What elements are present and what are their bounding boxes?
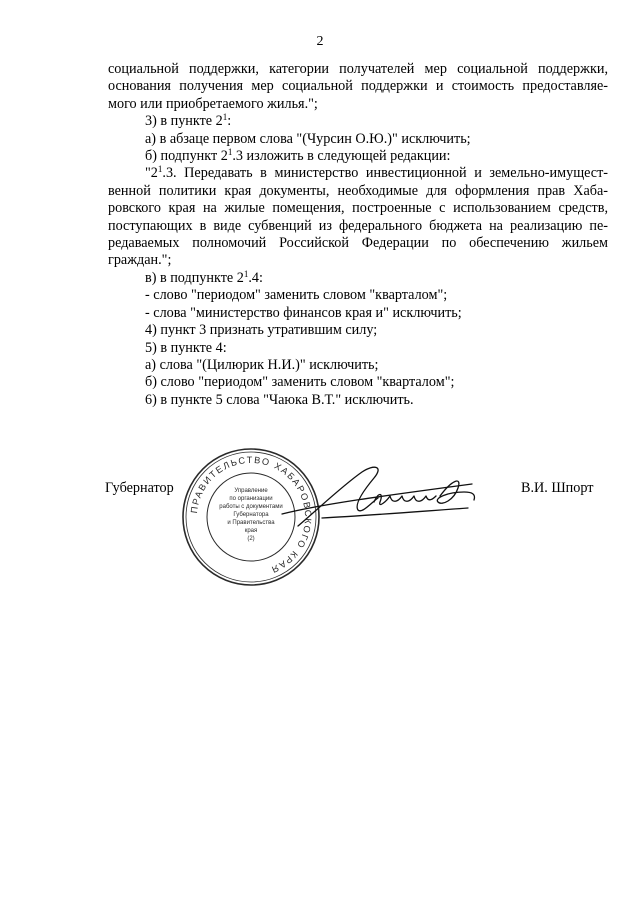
text-line: основания получения мер социальной поддержки и стоимость предоставляе- (108, 78, 608, 95)
text-line: б) слово "периодом" заменить словом "кварталом"; (145, 374, 455, 391)
text-line: - слова "министерство финансов края и" исключить; (145, 304, 462, 321)
text-line: б) подпункт $2^1.3$ изложить в следующей редакции: (145, 147, 451, 165)
svg-text:и Правительства: и Правительства (227, 520, 275, 526)
svg-text:края: края (244, 528, 258, 534)
signatory-name: В.И. Шпорт (521, 480, 594, 496)
svg-text:(2): (2) (247, 536, 255, 542)
text-line: 3) в пункте $2^1$: (145, 112, 232, 130)
svg-text:Управление: Управление (234, 488, 268, 494)
text-line: а) слова "(Цилюрик Н.И.)" исключить; (145, 356, 379, 373)
text-line: ровского края на жилые помещения, построенные с использованием средств, (108, 200, 608, 217)
page-number: 2 (316, 34, 324, 49)
text-line: граждан."; (108, 252, 172, 269)
text-line: редаваемых полномочий Российской Федерации по обеспечению жильем (108, 235, 608, 252)
text-line: социальной поддержки, категории получателей мер социальной поддержки, (108, 61, 608, 77)
svg-text:работы с документами: работы с документами (219, 504, 283, 510)
svg-text:Губернатора: Губернатора (233, 512, 269, 518)
text-line: венной политики края документы, необходимые для оформления прав Хаба- (108, 182, 608, 199)
text-line: "$2^1.3$. Передавать в министерство инвестиционной и земельно-имущест- (145, 164, 608, 182)
svg-text:по организации: по организации (229, 496, 273, 502)
text-line: поступающих в виде субвенций из федерального бюджета на реализацию пе- (108, 217, 608, 234)
document-body (108, 61, 608, 409)
svg-text:ПРАВИТЕЛЬСТВО ХАБАРОВСКОГО КРА: ПРАВИТЕЛЬСТВО ХАБАРОВСКОГО КРАЯ (189, 454, 314, 576)
signatory-position: Губернатор (105, 480, 174, 496)
text-line: мого или приобретаемого жилья."; (108, 95, 318, 112)
text-line: - слово "периодом" заменить словом "кварталом"; (145, 287, 448, 304)
text-line: 5) в пункте 4: (145, 339, 227, 356)
text-line: 4) пункт 3 признать утратившим силу; (145, 322, 378, 339)
handwritten-signature (262, 458, 477, 538)
text-line: 6) в пункте 5 слова "Чаюка В.Т." исключить. (145, 391, 414, 408)
text-line: в) в подпункте $2^1.4$: (145, 268, 263, 286)
text-line: а) в абзаце первом слова "(Чурсин О.Ю.)" исключить; (145, 130, 471, 147)
